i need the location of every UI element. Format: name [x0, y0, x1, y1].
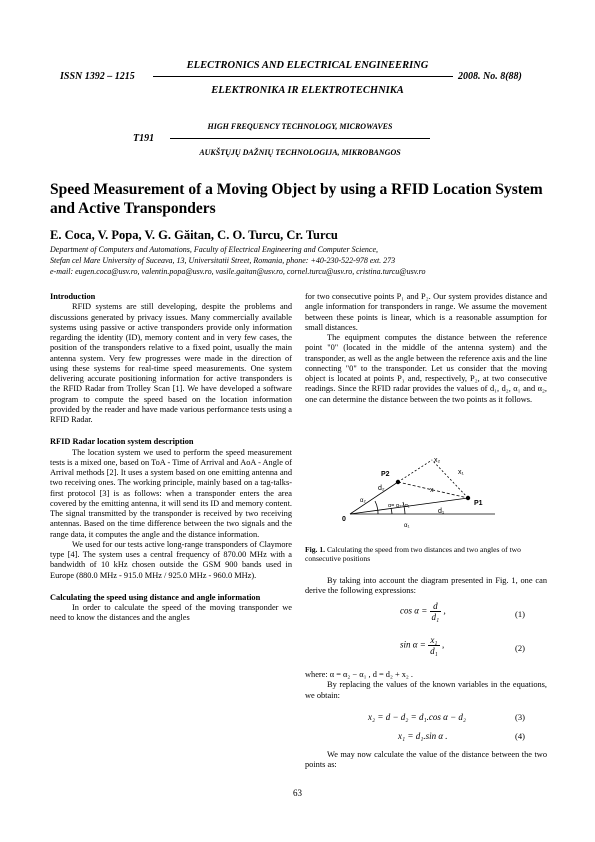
heading-introduction: Introduction [50, 292, 96, 301]
label-p1: P1 [474, 500, 483, 507]
paragraph-radar-2: We used for our tests active long-range transponders of Claymore type [4]. The system uses a central frequency of 870.00 MHz with a bandwidth of 10 kHz chosen outside the GSM 900 bands used in Europe (880.0 MHz - 915.0 MHz / 925.0 MHz - 960.0 MHz). [50, 539, 292, 580]
equation-2-numerator: x₁ [428, 635, 440, 646]
label-alpha-diff: α= α₂- α₁ [388, 503, 410, 509]
paragraph-derive: By taking into account the diagram presented in Fig. 1, one can derive the following expressions: [305, 576, 547, 596]
section-rule [170, 138, 430, 139]
paragraph-derive-block [305, 576, 547, 597]
where-clause: where: α = α₂ − α₁ , d = d₂ + x₂ . [305, 670, 413, 679]
point-p2 [396, 480, 400, 484]
section-lt: AUKŠTŲJŲ DAŽNIŲ TECHNOLOGIJA, MIKROBANGOS [199, 148, 401, 157]
right-column [305, 292, 547, 405]
figure-1-caption [305, 545, 547, 563]
paragraph-replace: By replacing the values of the known variables in the equations, we obtain: [305, 680, 547, 700]
equations-text [305, 670, 547, 701]
affiliation-line-1: Department of Computers and Automations, Faculty of Electrical Engineering and Computer Science, [50, 245, 379, 254]
journal-title-lt: ELEKTRONIKA IR ELEKTROTECHNIKA [211, 85, 404, 96]
equation-4-number: (4) [515, 731, 525, 741]
heading-calculation: Calculating the speed using distance and angle information [50, 592, 261, 602]
paragraph-radar-1: The location system we used to perform the speed measurement tests is a mixed one, based on ToA - Time of Arrival and AoA - Angle of Arrival methods [2]. It uses a system based on one emitting antenna and two receiving ones. The working principle, mainly based on a tag-talks-first protocol [3] is as follows: when a transponder enters the area covered by the emitting antenna, it will send its ID and memory content. The signal transmitted by the transponder is received by two receiving antennas. Based on the time difference between the two signals and the range data, it computes the angle and the distance information. [50, 447, 292, 539]
affiliation [50, 245, 550, 277]
label-d2: d₂ [378, 485, 385, 492]
journal-title-en: ELECTRONICS AND ELECTRICAL ENGINEERING [186, 60, 429, 71]
figure-1-caption-text: Calculating the speed from two distances and two angles of two consecutive positions [305, 545, 521, 564]
affiliation-line-2: Stefan cel Mare University of Suceava, 13, Universitatii Street, Romania, phone: +40-230-522-978 ext. 273 [50, 255, 396, 265]
closing-text [305, 750, 547, 771]
paragraph-calculation: In order to calculate the speed of the moving transponder we need to know the distances and the angles [50, 603, 292, 623]
left-column [50, 292, 292, 624]
paragraph-points: for two consecutive points P₁ and P₂. Our system provides distance and angle information for transponders in range. We assume the movement between these points is linear, which is a reasonable assumption for small distances. [305, 292, 547, 332]
figure-1-label: Fig. 1. [305, 545, 326, 554]
label-x: x [430, 487, 434, 494]
affiliation-line-3: e-mail: eugen.coca@usv.ro, valentin.popa@usv.ro, vasile.gaitan@usv.ro, cornel.turcu@usv.ro, cristina.turcu@usv.ro [50, 266, 426, 276]
equation-1-denominator: d₁ [431, 612, 440, 622]
label-x1: x₁ [458, 469, 464, 476]
equation-4: x₁ = d₁.sin α . [398, 731, 448, 741]
paragraph-equipment: The equipment computes the distance between the reference point "0" (located in the middle of the antenna system) and the transponder, as well as the angle between the reference axis and the line connecting "0" to the transponder. Let us consider that the moving object is located at points P₁ and, respectively, P₂, at two consecutive readings. Since the RFID radar provides the values of d₁, d₂, α₁ and α₂, one can determine the distance between the two points as it follows. [305, 333, 547, 404]
figure-1-diagram [330, 452, 530, 537]
equation-1-numerator: d [430, 601, 442, 612]
equation-3: x₂ = d − d₂ = d₁.cos α − d₂ [368, 712, 467, 722]
equation-1-lhs: cos α = [400, 605, 428, 616]
header-rule [153, 76, 453, 77]
issn: ISSN 1392 – 1215 [60, 71, 135, 82]
equation-2-number: (2) [515, 643, 525, 653]
paragraph-introduction: RFID systems are still developing, despite the problems and discussions generated by privacy issues. Many commercially available systems using passive or active transponders provide only information regarding the identity (ID), memory content and in very few cases, the position of the transponders relative to a fixed point, usually the main antenna system. Very few progresses were made in the direction of using these systems for real-time speed measurements. One system delivering accurate positioning information for active transponders is the RFID Radar from Trolley Scan [1]. We have developed a software program to compute the speed based on the location information provided by the reader and have made various performance tests using a RFID Radar. [50, 302, 292, 424]
page-number: 63 [293, 788, 302, 798]
point-p1 [466, 496, 470, 500]
equation-2: sin α = $\frac{\text{x₁}}{\text{d₁}}$ , [400, 635, 445, 656]
equation-3-number: (3) [515, 712, 525, 722]
equation-2-lhs: sin α = [400, 639, 426, 650]
equation-2-denominator: d₁ [430, 646, 438, 656]
paragraph-distance: We may now calculate the value of the distance between the two points as: [305, 750, 547, 770]
paper-title: Speed Measurement of a Moving Object by using a RFID Location System and Active Transponders [50, 181, 543, 217]
label-alpha2: α₂ [360, 498, 366, 504]
label-alpha1: α₁ [404, 523, 410, 529]
label-origin: 0 [342, 516, 346, 523]
label-d1: d₁ [438, 508, 445, 515]
section-code: T191 [133, 133, 155, 144]
label-p2: P2 [381, 471, 390, 478]
equation-1: cos α = $\frac{d}{\text{d₁}}$ , [400, 601, 446, 622]
section-en: HIGH FREQUENCY TECHNOLOGY, MICROWAVES [207, 122, 393, 131]
issue: 2008. No. 8(88) [458, 71, 522, 82]
authors: E. Coca, V. Popa, V. G. Găitan, C. O. Turcu, Cr. Turcu [50, 228, 338, 242]
label-x2: x₂ [434, 457, 441, 464]
heading-radar: RFID Radar location system description [50, 437, 194, 447]
equation-1-number: (1) [515, 609, 525, 619]
